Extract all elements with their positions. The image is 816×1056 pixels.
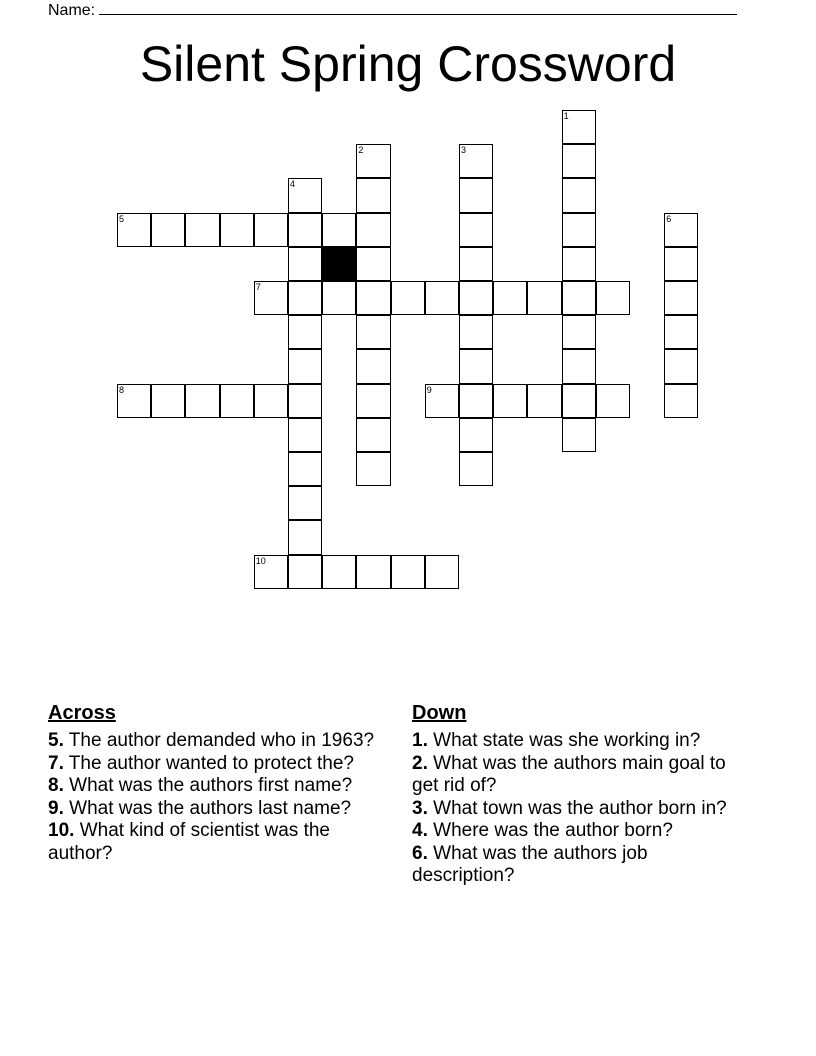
clue-across-10: 10. What kind of scientist was the author? (48, 820, 330, 864)
crossword-cell[interactable] (425, 555, 459, 589)
crossword-cell[interactable] (459, 247, 493, 281)
crossword-cell[interactable] (562, 315, 596, 349)
crossword-cell[interactable] (254, 213, 288, 247)
crossword-cell[interactable] (322, 281, 356, 315)
crossword-cell[interactable] (562, 247, 596, 281)
clue-number: 3 (461, 145, 467, 156)
crossword-cell[interactable] (527, 384, 561, 418)
crossword-cell[interactable] (151, 213, 185, 247)
crossword-cell[interactable] (185, 213, 219, 247)
crossword-cell[interactable] (562, 384, 596, 418)
crossword-cell[interactable] (459, 281, 493, 315)
crossword-cell[interactable] (356, 384, 390, 418)
crossword-cell[interactable] (356, 247, 390, 281)
crossword-cell[interactable] (151, 384, 185, 418)
clue-down-6: 6. What was the authors job description? (412, 842, 648, 886)
crossword-cell[interactable] (220, 384, 254, 418)
crossword-cell[interactable] (391, 555, 425, 589)
clue-down-2: 2. What was the authors main goal to get rid of? (412, 752, 726, 796)
crossword-cell[interactable] (356, 418, 390, 452)
down-heading: Down (412, 702, 467, 724)
crossword-cell[interactable] (288, 349, 322, 383)
crossword-cell[interactable] (288, 247, 322, 281)
crossword-cell[interactable] (356, 213, 390, 247)
crossword-cell[interactable] (356, 315, 390, 349)
crossword-cell[interactable] (459, 144, 493, 178)
clue-down-4: 4. Where was the author born? (412, 820, 673, 841)
clue-number: 1 (563, 111, 569, 121)
page-title: Silent Spring Crossword (139, 36, 677, 92)
crossword-cell[interactable] (288, 315, 322, 349)
crossword-cell[interactable] (493, 384, 527, 418)
crossword-cell[interactable] (356, 555, 390, 589)
crossword-cell[interactable] (356, 349, 390, 383)
clue-across-7: 7. The author wanted to protect the? (48, 752, 354, 774)
clue-number: 8 (119, 384, 125, 395)
clue-across-8: 8. What was the authors first name? (48, 775, 353, 796)
crossword-cell[interactable] (664, 281, 698, 315)
crossword-cell[interactable] (425, 384, 459, 418)
crossword-cell[interactable] (527, 281, 561, 315)
across-clues (48, 702, 398, 865)
crossword-cell[interactable] (459, 384, 493, 418)
crossword-cell[interactable] (459, 452, 493, 486)
crossword-cell[interactable] (288, 384, 322, 418)
crossword-cell[interactable] (459, 178, 493, 212)
crossword-cell[interactable] (493, 281, 527, 315)
crossword-cell[interactable] (288, 178, 322, 212)
name-label: Name: (48, 2, 96, 19)
crossword-cell[interactable] (356, 178, 390, 212)
crossword-cell[interactable] (185, 384, 219, 418)
clue-number: 5 (119, 213, 125, 224)
crossword-cell[interactable] (117, 213, 151, 247)
clue-number: 6 (666, 213, 672, 224)
across-heading: Across (48, 702, 116, 724)
crossword-cell[interactable] (220, 213, 254, 247)
crossword-cell[interactable] (322, 555, 356, 589)
crossword-cell[interactable] (664, 349, 698, 383)
crossword-cell[interactable] (288, 281, 322, 315)
clue-number: 9 (426, 384, 432, 395)
crossword-cell[interactable] (254, 555, 288, 589)
crossword-cell[interactable] (459, 418, 493, 452)
clue-number: 10 (255, 555, 266, 566)
crossword-cell[interactable] (596, 281, 630, 315)
clue-number: 2 (358, 145, 364, 156)
crossword-cell[interactable] (562, 281, 596, 315)
crossword-cell[interactable] (664, 247, 698, 281)
black-square (322, 247, 356, 281)
crossword-cell[interactable] (459, 315, 493, 349)
crossword-cell[interactable] (562, 144, 596, 178)
crossword-cell[interactable] (664, 384, 698, 418)
crossword-cell[interactable] (356, 281, 390, 315)
crossword-cell[interactable] (664, 315, 698, 349)
crossword-cell[interactable] (596, 384, 630, 418)
crossword-cell[interactable] (459, 213, 493, 247)
crossword-cell[interactable] (562, 418, 596, 452)
crossword-cell[interactable] (356, 144, 390, 178)
crossword-cell[interactable] (254, 384, 288, 418)
crossword-cell[interactable] (562, 110, 596, 144)
crossword-cell[interactable] (664, 213, 698, 247)
crossword-cell[interactable] (391, 281, 425, 315)
crossword-cell[interactable] (288, 213, 322, 247)
crossword-cell[interactable] (117, 384, 151, 418)
crossword-cell[interactable] (356, 452, 390, 486)
crossword-cell[interactable] (288, 520, 322, 554)
crossword-cell[interactable] (288, 486, 322, 520)
crossword-cell[interactable] (562, 213, 596, 247)
down-clues (412, 702, 742, 888)
crossword-cell[interactable] (562, 349, 596, 383)
crossword-cell[interactable] (562, 178, 596, 212)
crossword-cell[interactable] (425, 281, 459, 315)
clue-number: 4 (290, 179, 296, 190)
crossword-cell[interactable] (288, 555, 322, 589)
crossword-cell[interactable] (254, 281, 288, 315)
crossword-cell[interactable] (322, 213, 356, 247)
crossword-cell[interactable] (288, 418, 322, 452)
crossword-cell[interactable] (459, 349, 493, 383)
clue-across-5: 5. The author demanded who in 1963? (48, 730, 375, 751)
clue-across-9: 9. What was the authors last name? (48, 797, 352, 819)
clue-down-3: 3. What town was the author born in? (412, 797, 727, 819)
crossword-cell[interactable] (288, 452, 322, 486)
clue-down-1: 1. What state was she working in? (412, 730, 701, 751)
clue-number: 7 (255, 282, 261, 292)
